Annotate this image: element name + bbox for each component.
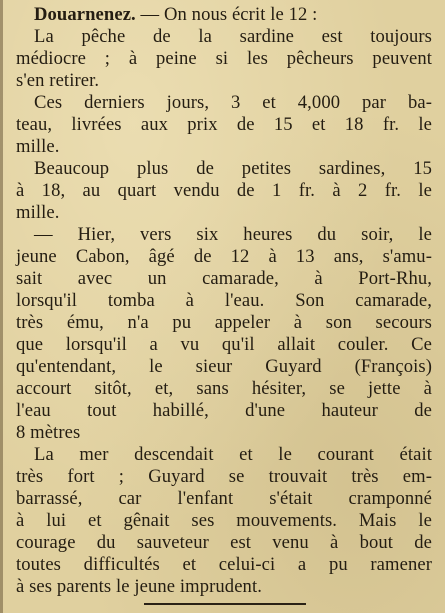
- article-line: que lorsqu'il a vu qu'il allait couler. Ce: [16, 334, 432, 355]
- article-line: qu'entendant, le sieur Guyard (François): [16, 356, 432, 377]
- article-line: l'eau tout habillé, d'une hauteur de: [16, 400, 432, 421]
- article-line: très ému, n'a pu appeler à son secours: [16, 312, 432, 333]
- article-line: à ses parents le jeune imprudent.: [16, 576, 262, 597]
- article-line-0: — On nous écrit le 12 :: [135, 4, 318, 25]
- article-dateline: [16, 4, 432, 26]
- article-line: — Hier, vers six heures du soir, le: [34, 224, 432, 245]
- article-line: mille.: [16, 136, 60, 157]
- article-line: La mer descendait et le courant était: [34, 444, 432, 465]
- section-divider: [144, 603, 306, 605]
- article-line: Ces derniers jours, 3 et 4,000 par ba-: [34, 92, 432, 113]
- article-line: barrassé, car l'enfant s'était cramponné: [16, 488, 432, 509]
- article-place: Douarnenez.: [34, 4, 136, 25]
- article-line: toutes difficultés et celui-ci a pu ramener: [16, 554, 432, 575]
- article-line: à 18, au quart vendu de 1 fr. à 2 fr. le: [16, 180, 432, 201]
- article-line: accourt sitôt, et, sans hésiter, se jette à: [16, 378, 432, 399]
- article-line: jeune Cabon, âgé de 12 à 13 ans, s'amu-: [16, 246, 432, 267]
- article-line: lorsqu'il tomba à l'eau. Son camarade,: [16, 290, 432, 311]
- article-line: médiocre ; à peine si les pêcheurs peuvent: [16, 48, 432, 69]
- article-line: courage du sauveteur est venu à bout de: [16, 532, 432, 553]
- article-line: La pêche de la sardine est toujours: [34, 26, 432, 47]
- article-line: 8 mètres: [16, 422, 81, 443]
- article-line: sait avec un camarade, à Port-Rhu,: [16, 268, 432, 289]
- column-border: [0, 0, 3, 613]
- article-line: très fort ; Guyard se trouvait très em-: [16, 466, 432, 487]
- article-line: s'en retirer.: [16, 70, 100, 91]
- news-article: [16, 4, 432, 598]
- article-line: teau, livrées aux prix de 15 et 18 fr. le: [16, 114, 432, 135]
- article-line: à lui et gênait ses mouvements. Mais le: [16, 510, 432, 531]
- article-line: mille.: [16, 202, 60, 223]
- article-line: Beaucoup plus de petites sardines, 15: [34, 158, 432, 179]
